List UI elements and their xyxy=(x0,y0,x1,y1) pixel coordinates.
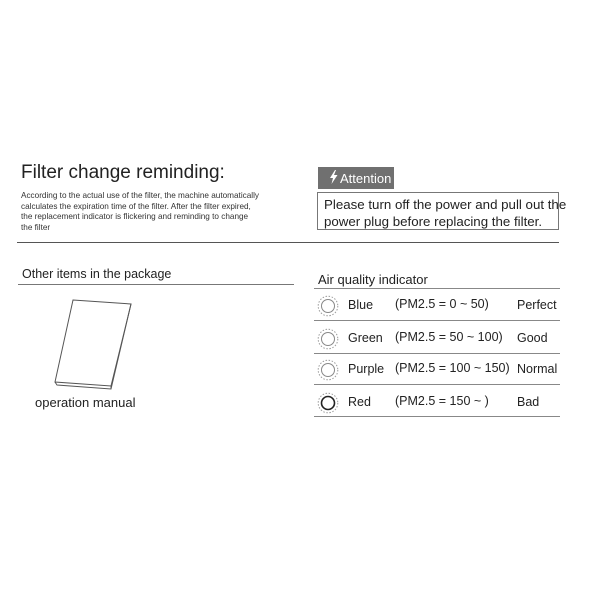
air-quality-color: Red xyxy=(348,395,371,409)
package-items-title: Other items in the package xyxy=(22,267,172,281)
air-quality-color: Green xyxy=(348,331,383,345)
attention-message-line: power plug before replacing the filter. xyxy=(324,214,543,229)
air-quality-title: Air quality indicator xyxy=(318,272,428,287)
air-quality-range: (PM2.5 = 0 ~ 50) xyxy=(395,297,489,311)
air-quality-divider xyxy=(314,416,560,417)
air-quality-color: Purple xyxy=(348,362,385,376)
air-quality-range: (PM2.5 = 100 ~ 150) xyxy=(395,361,510,375)
indicator-light-icon xyxy=(316,327,340,351)
air-quality-color: Blue xyxy=(348,298,374,312)
filter-change-line: According to the actual use of the filter, the machine automatically xyxy=(21,191,260,200)
lightning-bolt-icon xyxy=(329,170,338,186)
air-quality-level: Good xyxy=(517,331,548,345)
air-quality-divider xyxy=(314,384,560,385)
filter-change-title: Filter change reminding: xyxy=(21,162,225,183)
filter-change-line: the filter xyxy=(21,222,51,232)
air-quality-divider xyxy=(314,288,560,289)
booklet-icon xyxy=(45,296,135,392)
attention-message-box xyxy=(317,192,567,230)
air-quality-divider xyxy=(314,353,560,354)
filter-change-line: the replacement indicator is flickering and reminding to change xyxy=(21,212,249,221)
air-quality-level: Bad xyxy=(517,395,540,409)
filter-change-description xyxy=(21,191,291,233)
section-divider xyxy=(17,242,559,243)
air-quality-divider xyxy=(314,320,560,321)
attention-tag xyxy=(318,167,394,189)
indicator-light-icon xyxy=(316,358,340,382)
indicator-light-icon xyxy=(316,391,340,415)
indicator-light-icon xyxy=(316,294,340,318)
filter-change-line: calculates the expiration time of the filter. After the filter expired, xyxy=(21,201,251,211)
attention-message-line: Please turn off the power and pull out the xyxy=(324,197,567,212)
air-quality-range: (PM2.5 = 150 ~ ) xyxy=(395,394,489,408)
air-quality-range: (PM2.5 = 50 ~ 100) xyxy=(395,330,503,344)
attention-label: Attention xyxy=(340,170,392,186)
operation-manual-label: operation manual xyxy=(35,395,136,410)
air-quality-level: Perfect xyxy=(517,298,557,312)
package-title-underline xyxy=(18,284,294,285)
air-quality-level: Normal xyxy=(517,362,558,376)
